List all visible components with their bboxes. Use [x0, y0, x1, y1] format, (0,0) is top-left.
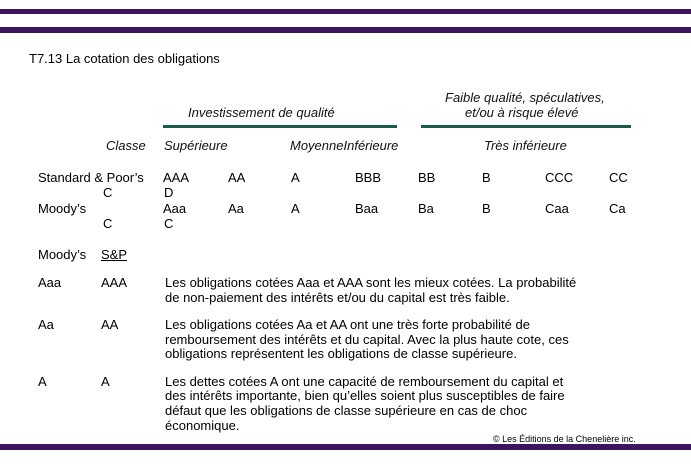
investment-grade-rule	[163, 125, 397, 128]
sp-rating: CC	[609, 170, 628, 185]
inferieure-text: Inférieure	[343, 138, 399, 153]
sp-rating: AAA	[163, 170, 190, 185]
moodys-rating: Aaa	[163, 201, 187, 216]
explanation-text-line: économique.	[165, 418, 240, 433]
moodys-rating: B	[482, 201, 491, 216]
sp-rating: D	[164, 185, 174, 200]
moodys-rating: C	[103, 216, 113, 231]
explanation-sp: AA	[101, 317, 119, 332]
explanation-moodys: A	[38, 374, 47, 389]
superieure-label: Supérieure	[164, 138, 228, 153]
sp-row-label: Standard & Poor’s	[38, 170, 144, 185]
explanation-text-line: Les dettes cotées A ont une capacité de remboursement du capital et	[165, 374, 564, 389]
explanation-sp: AAA	[101, 275, 128, 290]
sp-rating: C	[103, 185, 113, 200]
tres-inferieure-label: Très inférieure	[484, 138, 567, 153]
investment-grade-heading: Investissement de qualité	[188, 105, 335, 120]
moodys-rating: C	[164, 216, 174, 231]
explanation-text-line: remboursement des intérêts et du capital. Avec la plus haute cote, ces	[165, 332, 569, 347]
explanation-text-line: Les obligations cotées Aa et AA ont une très forte probabilité de	[165, 317, 530, 332]
low-grade-rule	[421, 125, 631, 128]
moodys-rating: Baa	[355, 201, 379, 216]
col-header-sp: S&P	[101, 247, 128, 262]
copyright-footer: © Les Éditions de la Chenelière inc.	[493, 434, 636, 444]
explanation-text-line: Les obligations cotées Aaa et AAA sont les mieux cotées. La probabilité	[165, 275, 577, 290]
page-title: T7.13 La cotation des obligations	[29, 51, 220, 66]
low-grade-heading-line2: et/ou à risque élevé	[465, 105, 579, 120]
sp-rating: CCC	[545, 170, 574, 185]
moyenne-label	[290, 138, 398, 153]
sp-rating: BBB	[355, 170, 382, 185]
explanation-moodys: Aaa	[38, 275, 62, 290]
moyenne-text: Moyenne	[290, 138, 344, 153]
bottom-bar	[0, 444, 691, 450]
classe-label: Classe	[106, 138, 146, 153]
sp-rating: B	[482, 170, 491, 185]
low-grade-heading-line1: Faible qualité, spéculatives,	[445, 90, 605, 105]
top-bar	[0, 0, 691, 33]
sp-rating: A	[291, 170, 300, 185]
moodys-rating: Ca	[609, 201, 626, 216]
moodys-rating: Ba	[418, 201, 434, 216]
explanation-text-line: des intérêts importante, bien qu’elles soient plus susceptibles de faire	[165, 388, 565, 403]
explanation-moodys: Aa	[38, 317, 54, 332]
col-header-moodys: Moody’s	[38, 247, 87, 262]
moodys-row-label: Moody’s	[38, 201, 87, 216]
sp-rating: BB	[418, 170, 436, 185]
sp-rating: AA	[228, 170, 246, 185]
explanation-text-line: défaut que les obligations de classe supérieure en cas de choc	[165, 403, 528, 418]
moodys-rating: Caa	[545, 201, 569, 216]
moodys-rating: A	[291, 201, 300, 216]
moodys-rating: Aa	[228, 201, 244, 216]
explanation-text-line: de non-paiement des intérêts et/ou du capital est très faible.	[165, 290, 510, 305]
explanation-sp: A	[101, 374, 110, 389]
explanation-text-line: obligations représentent les obligations de classe supérieure.	[165, 346, 517, 361]
